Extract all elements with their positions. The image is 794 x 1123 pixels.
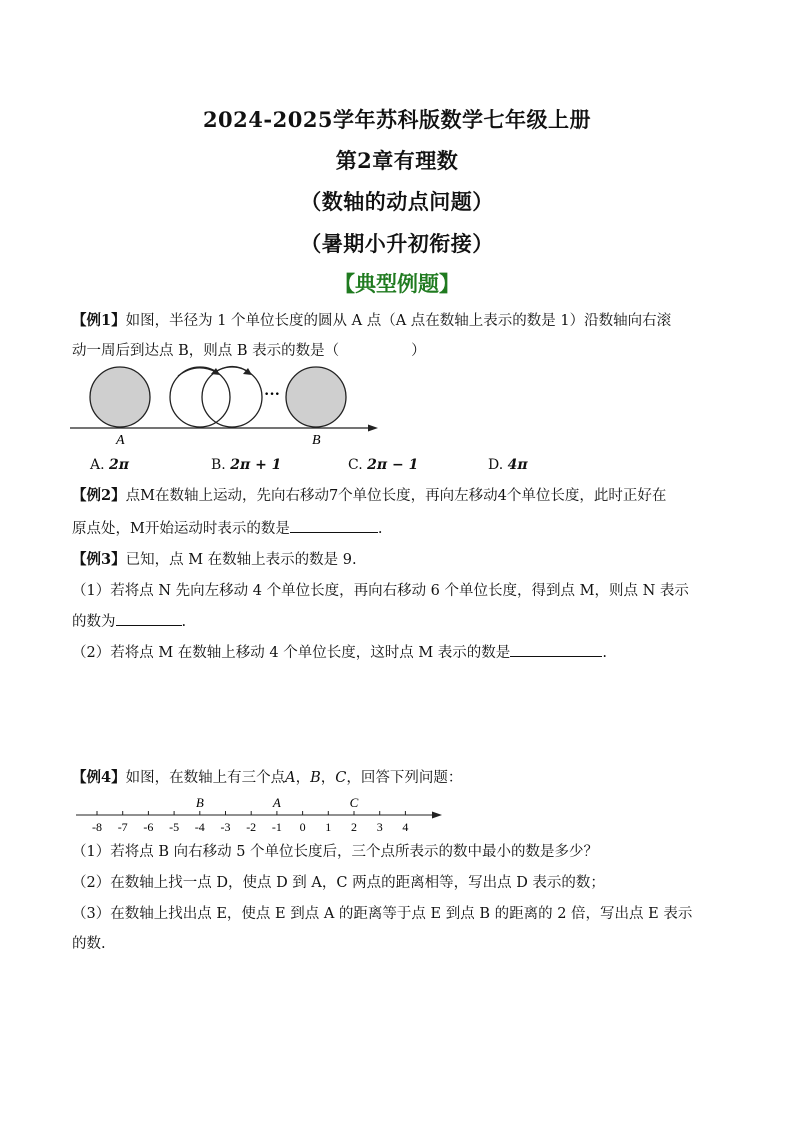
option-d-value: 4π [507, 457, 528, 473]
tick-label: 1 [325, 820, 332, 834]
doc-title: 2024-2025学年苏科版数学七年级上册 [202, 107, 592, 132]
rolling-circle-1 [170, 367, 230, 427]
ex1-text1: 如图，半径为 1 个单位长度的圆从 A 点（A 点在数轴上表示的数是 1）沿数轴向右滚 [125, 313, 672, 329]
option-a-value: 2π [109, 457, 130, 473]
ex4-point-b: B [310, 770, 321, 786]
option-d[interactable] [488, 457, 528, 473]
ex2-text2: 原点处，M开始运动时表示的数是 [72, 521, 290, 537]
ex4-intro-post: ，回答下列问题： [346, 770, 463, 786]
label-a: A [116, 433, 125, 447]
option-c-value: 2π − 1 [367, 457, 419, 473]
point-label-b: B [195, 795, 204, 810]
tick-label: -8 [92, 820, 102, 834]
ex3-q2-end: . [602, 645, 607, 661]
ex3-q2-text: （2）若将点 M 在数轴上移动 4 个单位长度，这时点 M 表示的数是 [72, 645, 511, 661]
ex3-q1-line2 [72, 611, 732, 632]
ex4-intro-pre: 如图，在数轴上有三个点 [125, 770, 286, 786]
ex4-point-a: A [285, 770, 296, 786]
ex4-q3-line1: （3）在数轴上找出点 E，使点 E 到点 A 的距离等于点 E 到点 B 的距离的 2 倍，写出点 E 表示 [72, 906, 693, 922]
ex3-q1-answer-blank[interactable] [116, 611, 182, 626]
ex4-point-c: C [335, 770, 347, 786]
ex3-q2-answer-blank[interactable] [510, 642, 602, 657]
subtitle: （暑期小升初衔接） [300, 231, 494, 256]
tick-label: 4 [402, 820, 409, 834]
rolling-circle-2 [202, 367, 262, 427]
chapter-title: 第2章有理数 [335, 148, 459, 173]
option-b-value: 2π + 1 [230, 457, 282, 473]
tick-label: 0 [299, 820, 306, 834]
tick-label: -4 [194, 820, 205, 834]
tick-label: -5 [169, 820, 180, 834]
ex1-text2: 动一周后到达点 B，则点 B 表示的数是（ [72, 343, 340, 359]
end-circle [286, 367, 346, 427]
label-b: B [312, 433, 321, 447]
ex2-end: . [377, 521, 383, 537]
tick-label: -2 [246, 820, 257, 834]
tick-label: -7 [117, 820, 128, 834]
tick-label: -1 [271, 820, 282, 834]
point-label-c: C [349, 795, 359, 810]
ex4-q3-line2: 的数. [72, 936, 106, 952]
ex4-intro: 【例4】如图，在数轴上有三个点A，B，C，回答下列问题： [72, 769, 463, 786]
ex4-number-line [70, 790, 450, 836]
ex4-tag: 【例4】 [72, 769, 126, 786]
ex1-line2 [72, 341, 732, 361]
ex3-text1: 已知，点 M 在数轴上表示的数是 9. [125, 552, 357, 568]
option-a[interactable] [90, 457, 129, 473]
ex3-q1-line1: （1）若将点 N 先向左移动 4 个单位长度，再向右移动 6 个单位长度，得到点 M，则点 N 表示 [72, 583, 689, 599]
option-b-letter: B. [211, 457, 226, 473]
ex2-line1 [72, 486, 732, 506]
ex1-figure [66, 362, 386, 447]
start-circle [90, 367, 150, 427]
ex1-tag: 【例1】 [72, 312, 126, 329]
ex2-line2 [72, 518, 732, 539]
option-b[interactable] [211, 457, 281, 473]
tick-label: -6 [143, 820, 154, 834]
option-d-letter: D. [488, 457, 504, 473]
ex3-line1 [72, 550, 732, 570]
tick-label: -3 [220, 820, 231, 834]
topic-title: （数轴的动点问题） [300, 189, 494, 214]
ex2-tag: 【例2】 [72, 487, 126, 504]
ex2-text1: 点M在数轴上运动，先向右移动7个单位长度，再向左移动4个单位长度，此时正好在 [125, 488, 667, 504]
ex3-q2 [72, 642, 732, 663]
ex3-tag: 【例3】 [72, 551, 126, 568]
section-title: 【典型例题】 [334, 271, 460, 296]
point-label-a: A [272, 795, 281, 810]
option-c[interactable] [348, 457, 418, 473]
ex3-q1-end: . [181, 614, 187, 630]
tick-label: 2 [351, 820, 357, 834]
option-c-letter: C. [348, 457, 363, 473]
ex1-text2-end: ） [411, 343, 426, 359]
ex3-q1-text2: 的数为 [72, 614, 116, 630]
ex2-answer-blank[interactable] [290, 518, 378, 533]
ex4-q2: （2）在数轴上找一点 D，使点 D 到 A，C 两点的距离相等，写出点 D 表示的数； [72, 875, 605, 891]
ex4-q1: （1）若将点 B 向右移动 5 个单位长度后，三个点所表示的数中最小的数是多少？ [72, 844, 599, 860]
ellipsis-dots: ··· [264, 386, 281, 403]
tick-label: 3 [376, 820, 383, 834]
ex1-line1 [72, 311, 732, 331]
option-a-letter: A. [90, 457, 105, 473]
